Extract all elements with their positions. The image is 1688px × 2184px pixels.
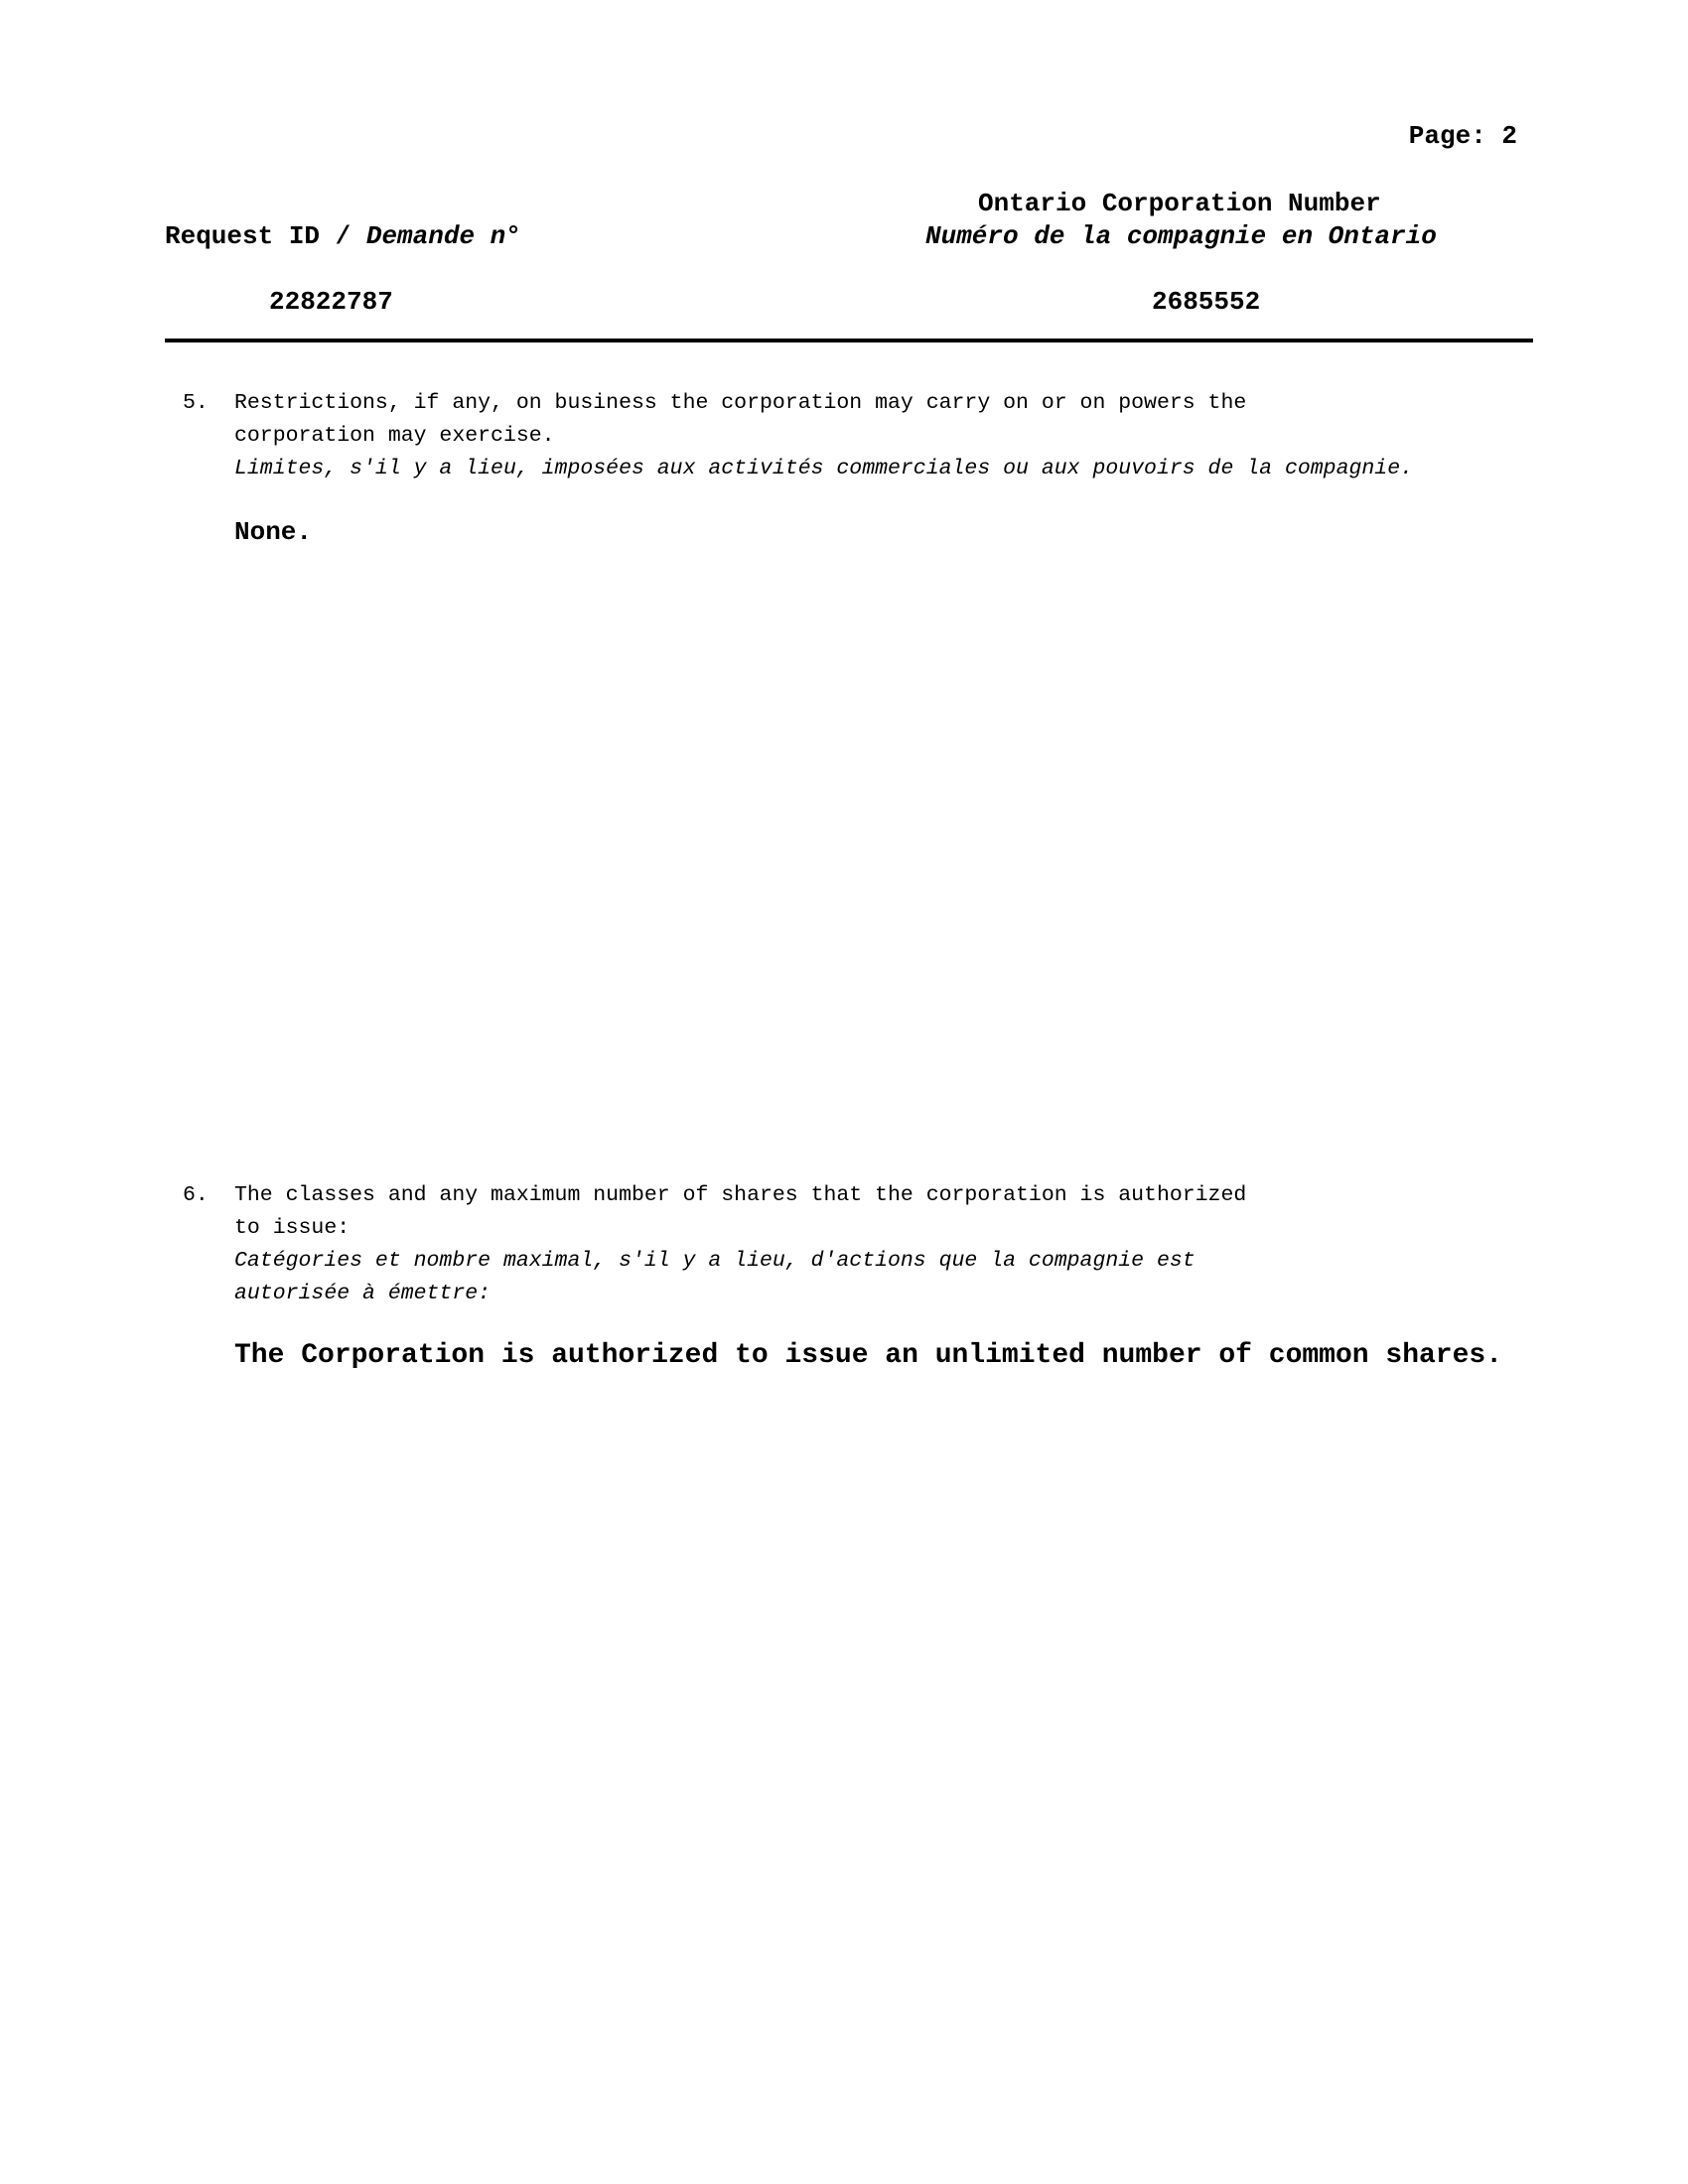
corp-number-label-fr: Numéro de la compagnie en Ontario bbox=[925, 221, 1437, 251]
request-id-label-fr: Demande n° bbox=[365, 221, 521, 251]
restrictions-answer: None. bbox=[234, 517, 313, 547]
request-id-value: 22822787 bbox=[269, 287, 393, 317]
section-text-fr-line: Limites, s'il y a lieu, imposées aux activités commerciales ou aux pouvoirs de la compagnie. bbox=[234, 457, 1413, 480]
section-number: 6. bbox=[183, 1183, 209, 1207]
section-text-en-line: to issue: bbox=[234, 1216, 351, 1240]
corp-number-label-en: Ontario Corporation Number bbox=[978, 189, 1381, 218]
section-number: 5. bbox=[183, 391, 209, 415]
request-id-label bbox=[165, 221, 521, 251]
section-text-en-line: Restrictions, if any, on business the corporation may carry on or on powers the bbox=[234, 391, 1247, 415]
section-text-fr-line: autorisée à émettre: bbox=[234, 1282, 492, 1305]
section-text bbox=[234, 1179, 1246, 1310]
section-text-en-line: The classes and any maximum number of shares that the corporation is authorized bbox=[234, 1183, 1247, 1207]
corp-number-value: 2685552 bbox=[1152, 287, 1261, 317]
request-id-label-en: Request ID / bbox=[165, 221, 366, 251]
page-number: Page: 2 bbox=[1408, 121, 1517, 151]
header-divider bbox=[165, 339, 1533, 342]
section-text-fr-line: Catégories et nombre maximal, s'il y a lieu, d'actions que la compagnie est bbox=[234, 1249, 1196, 1273]
share-classes-answer: The Corporation is authorized to issue an unlimited number of common shares. bbox=[234, 1340, 1503, 1371]
section-text bbox=[234, 387, 1413, 485]
section-text-en-line: corporation may exercise. bbox=[234, 424, 555, 448]
